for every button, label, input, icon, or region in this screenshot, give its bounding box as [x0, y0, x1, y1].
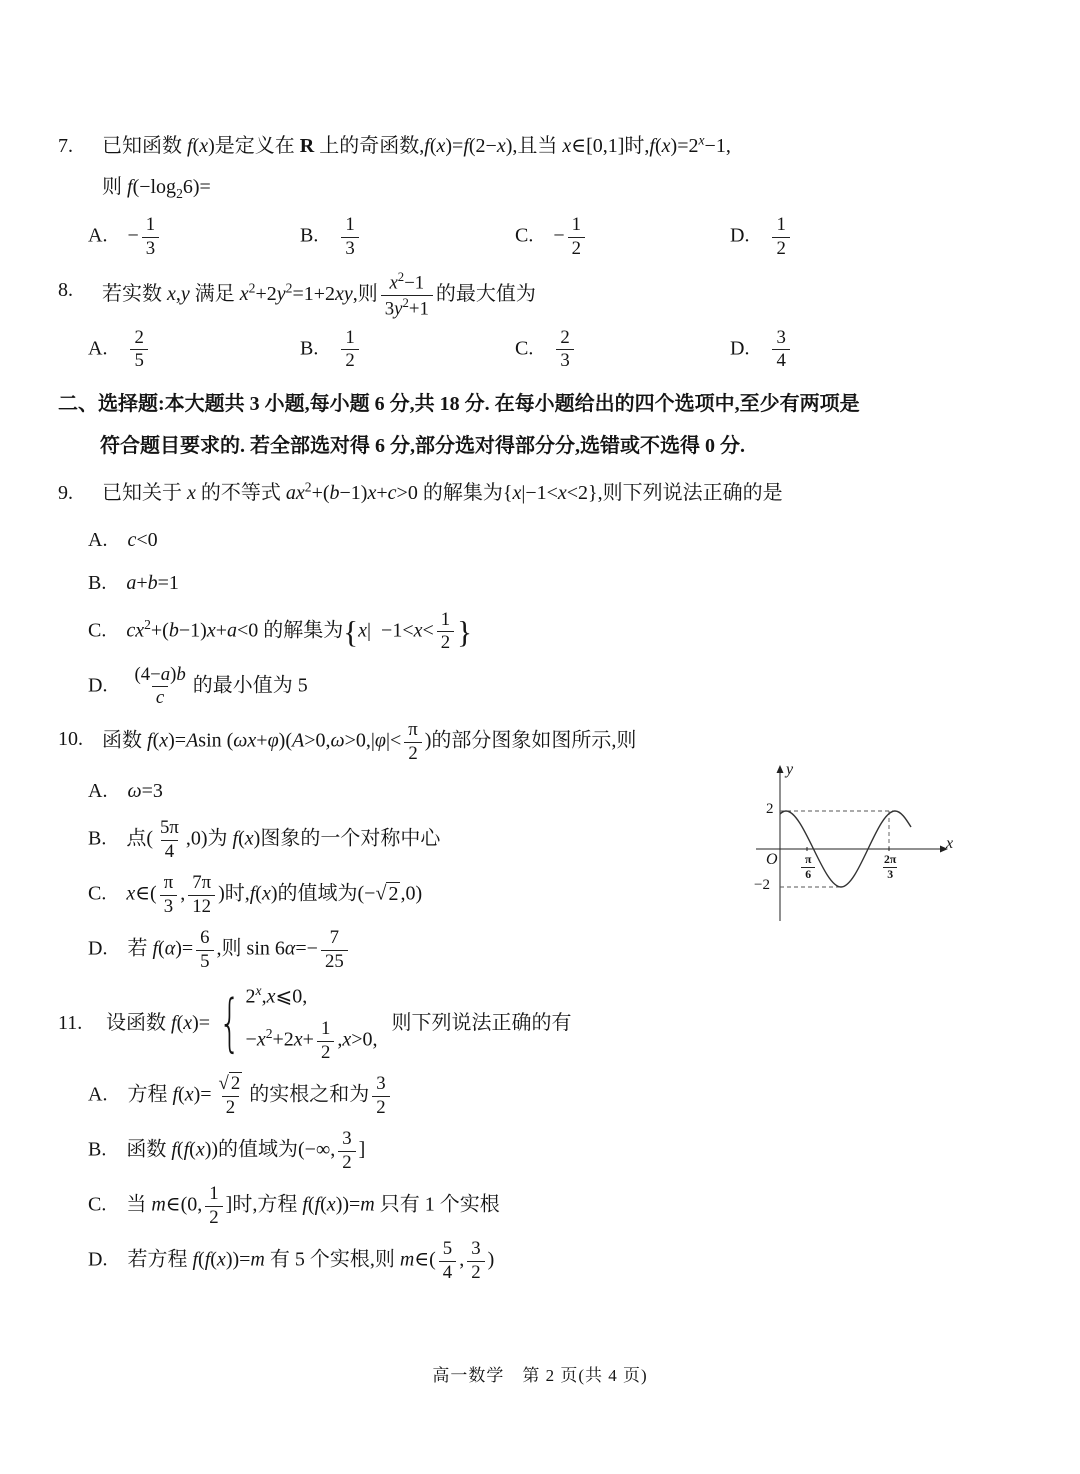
q11-option-b: B. 函数 f(f(x))的值域为(−∞, $\frac{3}{2}$ ]: [88, 1128, 366, 1173]
q7-options: [58, 214, 1016, 260]
x-tick-pi6: $\frac{\pi}{6}$: [798, 853, 818, 882]
q11-option-d: D. 若方程 f(f(x))=m 有 5 个实根,则 m∈( $\frac{5}{4}$ , $\frac{3}{2}$ ): [88, 1238, 495, 1283]
q10-stem: 函数 f(x)=Asin (ωx+φ)(A>0,ω>0,|φ|< $\frac{\pi}{2}$ )的部分图象如图所示,则: [102, 719, 637, 764]
q7-stem: 已知函数 f(x)是定义在 R 上的奇函数,f(x)=f(2−x),且当 x∈[0,1]时$,f(x)=2^x-1$,: [102, 132, 731, 157]
q7-option-a: A. − $\frac{1}{3}$: [88, 214, 300, 260]
q9-option-c: C. $cx^2+(b-1)x+a<0$ 的解集为{x| −1<x< $\frac{1}{2}$ }: [88, 608, 473, 654]
q8-option-c: C. $\frac{2}{3}$: [515, 327, 730, 373]
q10-option-a: A. ω=3: [88, 780, 163, 803]
q10-option-c: C. x∈( $\frac{\pi}{3}$ , $\frac{7\pi}{12}$ )时,f(x)的值域为(−√ 2 ,0): [88, 872, 423, 917]
y-tick-2: 2: [766, 801, 774, 817]
y-axis-arrow: [777, 765, 784, 773]
q11-piece-2: $-x^2+2x+$ $\frac{1}{2}$ ,x>0,: [245, 1018, 378, 1063]
q11-piece-1: 2$^x$,x⩽0,: [245, 983, 308, 1009]
q9-option-a: A. c<0: [88, 528, 158, 551]
q11-number: 11.: [58, 1011, 83, 1034]
question-7: [58, 126, 1016, 260]
q7-option-d: D. $\frac{1}{2}$: [730, 214, 1016, 260]
q8-options: [58, 327, 1016, 373]
question-9: [58, 473, 1016, 710]
q7-stem-line2: 则 $f(-\log_26)=$: [102, 176, 211, 201]
q10-option-b: B. 点( $\frac{5\pi}{4}$ ,0)为 f(x)图象的一个对称中心: [88, 817, 441, 862]
q8-option-d: D. $\frac{3}{4}$: [730, 327, 1016, 373]
q9-option-d: D. $\frac{(4-a)b}{c}$ 的最小值为 5: [88, 663, 308, 709]
question-11: [58, 982, 1016, 1284]
question-8: [58, 270, 1016, 373]
origin-label: O: [766, 851, 778, 868]
q7-number: 7.: [58, 135, 73, 157]
q11-options: [58, 1073, 1016, 1284]
q11-tail: 则下列说法正确的有: [391, 1011, 572, 1034]
y-axis-label: y: [786, 761, 794, 778]
q10-graph: [746, 759, 958, 945]
y-tick-neg2: −2: [754, 877, 770, 893]
q11-lead: 设函数 f(x)=: [106, 1011, 211, 1034]
x-tick-2pi3: $\frac{2\pi}{3}$: [884, 853, 897, 882]
piecewise-brace: {: [218, 986, 241, 1060]
q11-option-c: C. 当 m∈(0, $\frac{1}{2}$ ]时,方程 f(f(x))=m 只有 1 个实根: [88, 1183, 500, 1228]
piecewise-cases: [246, 982, 378, 1064]
q8-option-a: A. $\frac{2}{5}$: [88, 327, 300, 373]
q9-number: 9.: [58, 481, 73, 504]
q11-stem: [102, 982, 1016, 1064]
q9-stem: 已知关于 x 的不等式 $ax^2+(b-1)x+c>0$ 的解集为{x|−1<x<2},则下列说法正确的是: [102, 479, 783, 504]
q9-option-b: B. a+b=1: [88, 571, 179, 594]
section-2-line2: 符合题目要求的. 若全部选对得 6 分,部分选对得部分分,选错或不选得 0 分.: [100, 434, 745, 457]
q8-number: 8.: [58, 279, 73, 302]
section-2-heading: [58, 383, 1016, 467]
x-axis-label: x: [946, 835, 954, 852]
q10-number: 10.: [58, 728, 83, 750]
page-footer: 高一数学 第 2 页(共 4 页): [432, 1366, 648, 1385]
q7-option-c: C. − $\frac{1}{2}$: [515, 214, 730, 260]
section-2-line1: 二、选择题:本大题共 3 小题,每小题 6 分,共 18 分. 在每小题给出的四个选项中,至少有两项是: [58, 392, 860, 415]
q10-option-d: D. 若 f(α)= $\frac{6}{5}$ ,则 sin 6α=− $\frac{7}{25}$: [58, 927, 1016, 973]
q8-option-b: B. $\frac{1}{2}$: [300, 327, 515, 373]
q11-piecewise: [106, 982, 572, 1064]
q8-stem: 若实数 x,y 满足 $x^2+2y^2=1+2xy$,则 $\frac{x^2-1}{3y^2+1}$ 的最大值为: [102, 270, 536, 320]
question-10: [58, 719, 1016, 973]
q9-options: [58, 523, 1016, 710]
q7-option-b: B. $\frac{1}{3}$: [300, 214, 515, 260]
q11-option-a: A. 方程 f(x)= $\frac{√ 2}{2}$ 的实根之和为 $\frac{3}{2}$: [58, 1073, 1016, 1119]
